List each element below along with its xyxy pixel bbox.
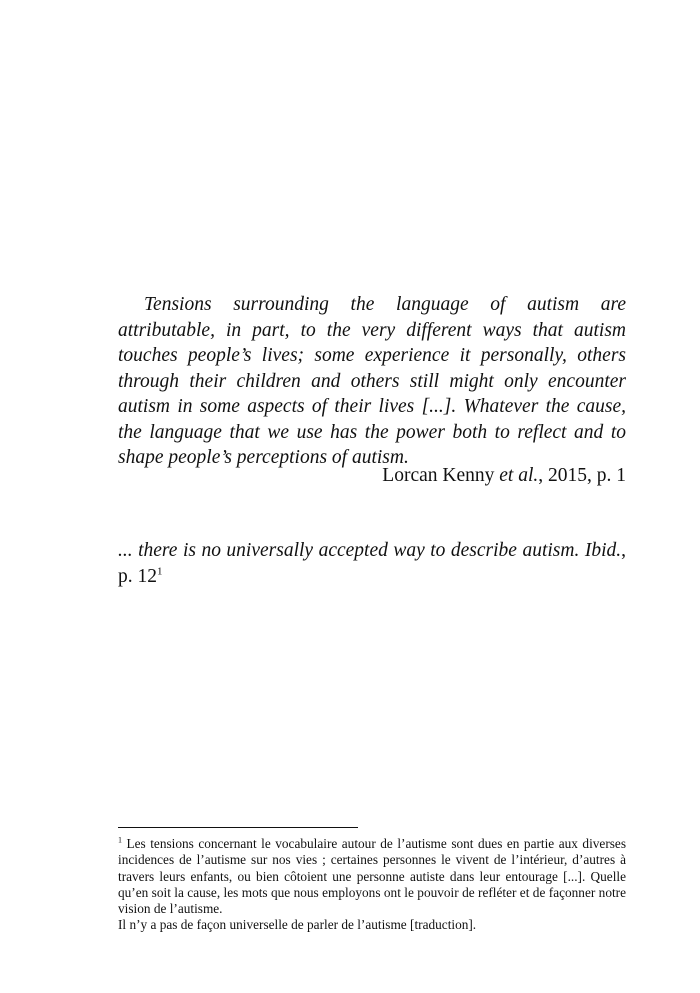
attribution-author: Lorcan Kenny bbox=[382, 465, 500, 486]
second-quote bbox=[118, 538, 626, 589]
footnote-1-continuation: Il n’y a pas de façon universelle de parler de l’autisme [traduction]. bbox=[118, 917, 477, 933]
second-quote-ibid: Ibid. bbox=[584, 540, 622, 561]
second-quote-text: ... there is no universally accepted way to describe autism. bbox=[118, 540, 585, 561]
footnotes bbox=[118, 836, 626, 934]
footnote-separator bbox=[118, 827, 358, 828]
second-quote-page: , p. 12 bbox=[118, 540, 626, 587]
footnote-1-text: Les tensions concernant le vocabulaire autour de l’autisme sont dues en partie aux diverses incidences de l’autisme sur nos vies ; certaines personnes le vivent de l’intérieur, d’autres à travers leurs enfants, ou bien côtoient une personne autiste dans leur entourage [...]. Quelle qu’en soit la cause, les mots que nous employons ont le pouvoir de refléter et de façonner notre vision de l’autisme. bbox=[118, 836, 626, 917]
footnote-reference[interactable]: 1 bbox=[157, 565, 163, 577]
footnote-1 bbox=[118, 836, 626, 917]
footnote-marker: 1 bbox=[118, 835, 122, 845]
attribution-etal: et al. bbox=[499, 465, 539, 486]
epigraph-attribution bbox=[382, 463, 626, 488]
attribution-year-page: , 2015, p. 1 bbox=[538, 465, 626, 486]
epigraph-text: Tensions surrounding the language of autism are attributable, in part, to the very different ways that autism touches people’s lives; some experience it personally, others through their children and others still might only encounter autism in some aspects of their lives [...]. Whatever the cause, the language that we use has the power both to reflect and to shape people’s perceptions of autism. bbox=[118, 294, 626, 468]
epigraph-quote bbox=[118, 292, 626, 471]
